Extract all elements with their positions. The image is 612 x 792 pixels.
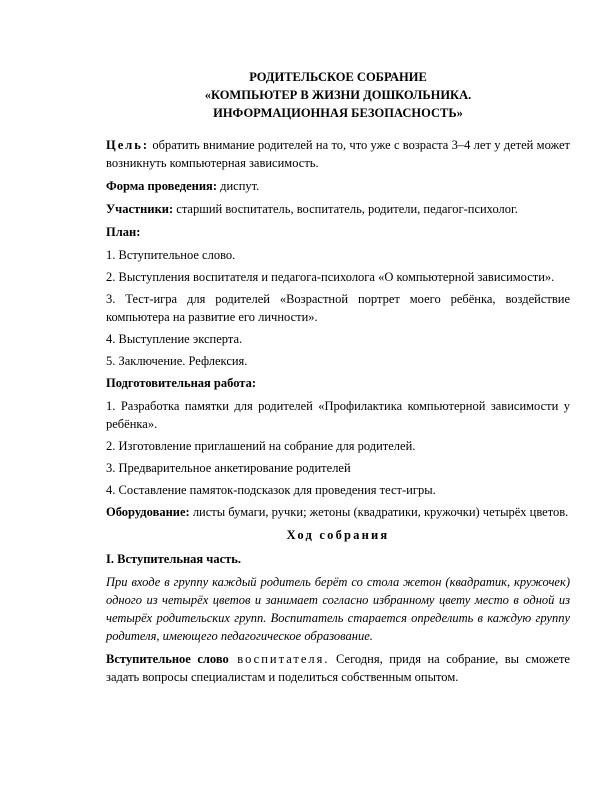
preparation-label: Подготовительная работа: (106, 376, 256, 390)
plan-item: 2. Выступления воспитателя и педагога-психолога «О компьютерной зависимости». (106, 270, 555, 284)
form-paragraph (106, 177, 570, 195)
participants-paragraph (106, 200, 570, 218)
plan-item: 1. Вступительное слово. (106, 248, 236, 262)
intro-paragraph (106, 650, 570, 686)
preparation-item: 1. Разработка памятки для родителей «Профилактика компьютерной зависимости у ребёнка». (106, 399, 570, 431)
title-line-3: ИНФОРМАЦИОННАЯ БЕЗОПАСНОСТЬ» (213, 106, 463, 120)
preparation-item: 4. Составление памяток-подсказок для проведения тест-игры. (106, 483, 436, 497)
participants-label: Участники: (106, 202, 174, 216)
participants-text: старший воспитатель, воспитатель, родители, педагог-психолог. (173, 202, 518, 216)
intro-label: Вступительное слово (106, 652, 229, 666)
form-text: диспут. (216, 179, 260, 193)
preparation-item: 2. Изготовление приглашений на собрание для родителей. (106, 439, 416, 453)
equipment-label: Оборудование: (106, 505, 190, 519)
plan-label: План: (106, 225, 141, 239)
equipment-paragraph (106, 503, 570, 521)
intro-speaker: воспитателя. (228, 652, 330, 666)
document-title (106, 68, 570, 122)
document-content (106, 68, 570, 691)
plan-item: 5. Заключение. Рефлексия. (106, 354, 248, 368)
plan-heading (106, 223, 570, 241)
title-line-1: РОДИТЕЛЬСКОЕ СОБРАНИЕ (249, 70, 427, 84)
preparation-item: 3. Предварительное анкетирование родителей (106, 461, 351, 475)
goal-text: обратить внимание родителей на то, что уже с возраста 3–4 лет у детей может возникнуть компьютерная зависимость. (106, 138, 570, 170)
goal-label: Цель: (106, 138, 150, 152)
intro-text: Сегодня, придя на собрание, вы сможете задать вопросы специалистам и поделиться собственным опытом. (106, 652, 570, 684)
form-label: Форма проведения: (106, 179, 217, 193)
equipment-text: листы бумаги, ручки; жетоны (квадратики, кружочки) четырёх цветов. (189, 505, 569, 519)
plan-item: 4. Выступление эксперта. (106, 332, 243, 346)
plan-item: 3. Тест-игра для родителей «Возрастной портрет моего ребёнка, воздействие компьютера на развитие его личности». (106, 292, 570, 324)
section1-heading (106, 550, 570, 568)
section1-italic-paragraph: При входе в группу каждый родитель берёт со стола жетон (квадратик, кружочек) одного из четырёх цветов и занимает согласно избранному цвету место в одной из четырёх родительских групп. Воспитатель старается определить в каждую группу родителя, имеющего педагогическое образование. (106, 575, 570, 643)
goal-paragraph (106, 136, 570, 172)
title-line-2: «КОМПЬЮТЕР В ЖИЗНИ ДОШКОЛЬНИКА. (204, 88, 472, 102)
preparation-heading (106, 374, 570, 392)
course-heading: Ход собрания (286, 528, 390, 542)
section1-title: I. Вступительная часть. (106, 552, 242, 566)
